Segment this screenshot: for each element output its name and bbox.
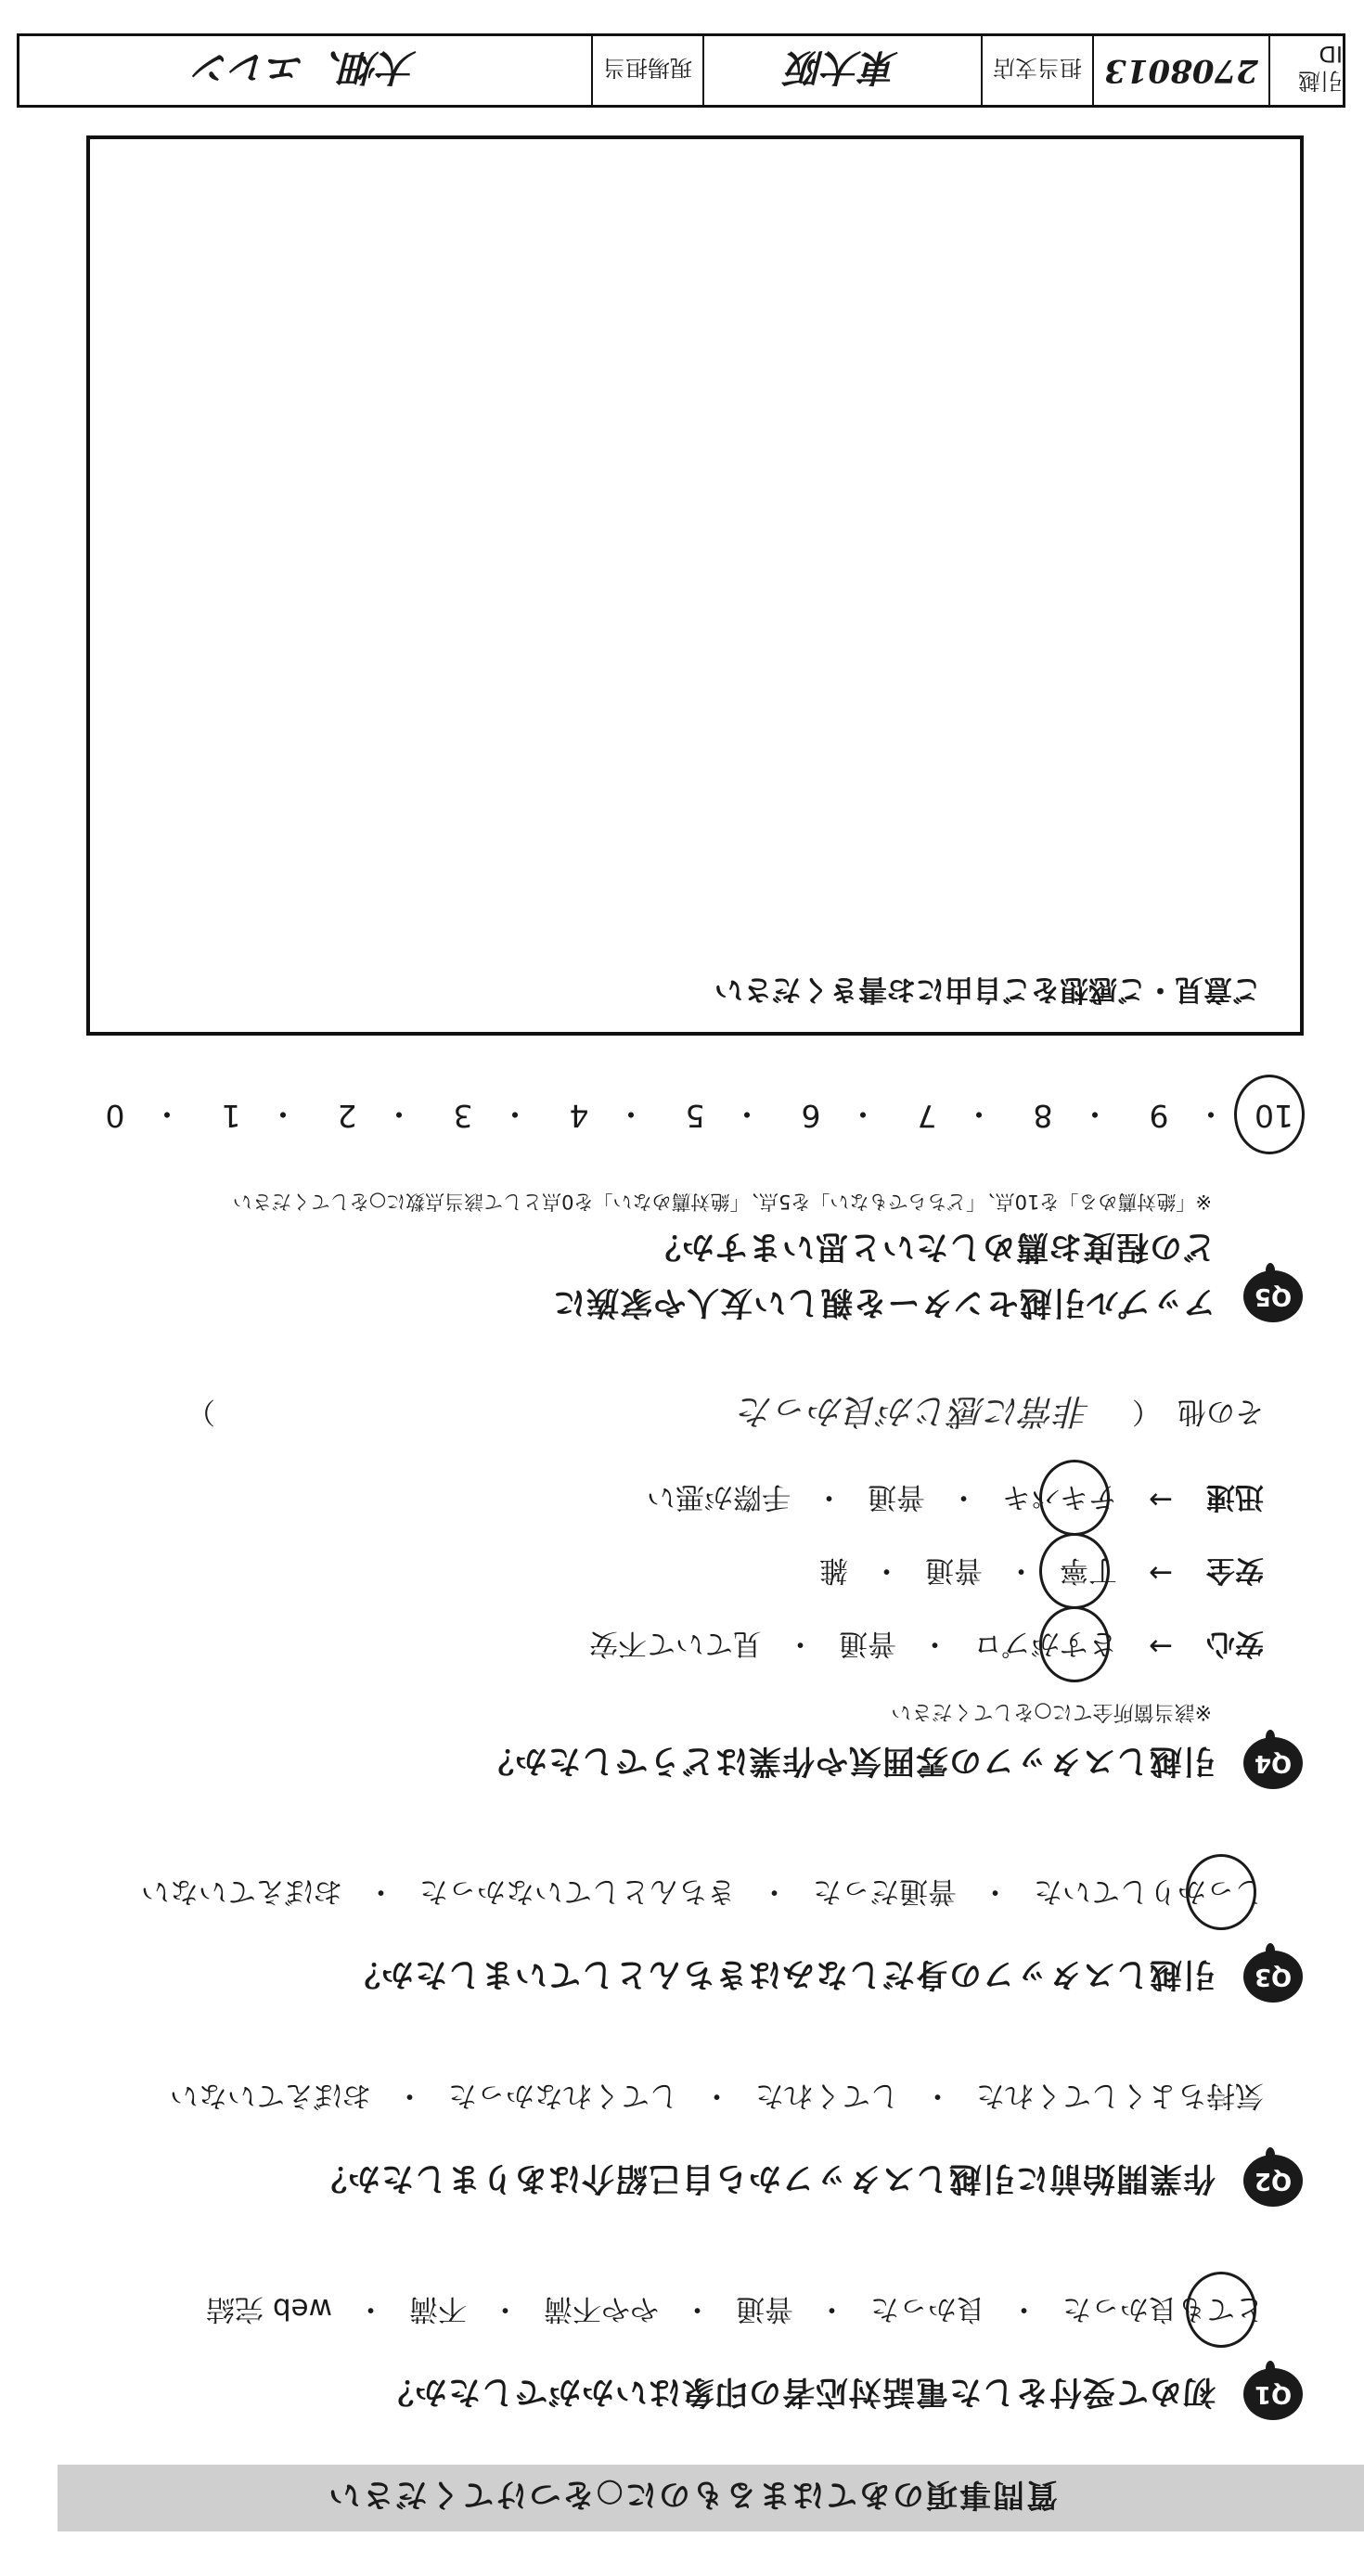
q5-score-1[interactable]: 1 bbox=[221, 1098, 241, 1134]
q5-score-2[interactable]: 2 bbox=[337, 1098, 357, 1134]
q1-option-2[interactable]: 良かった bbox=[870, 2292, 985, 2325]
q4-row-2-option-3[interactable]: 雑 bbox=[819, 1553, 849, 1587]
q1-option-1[interactable]: とても良かった bbox=[1062, 2291, 1264, 2333]
arrow-right-icon: → bbox=[1149, 1556, 1173, 1591]
q5-score-5[interactable]: 5 bbox=[685, 1098, 705, 1134]
q4-row-3-option-3[interactable]: 手際が悪い bbox=[647, 1480, 791, 1513]
move-id-value[interactable]: 2708013 bbox=[1092, 36, 1268, 105]
branch-value[interactable]: 東大阪 bbox=[702, 36, 981, 105]
q4-row-3-option-2[interactable]: 普通 bbox=[868, 1480, 926, 1513]
q2-option-1-label: 気持ちよくしてくれた bbox=[976, 2079, 1264, 2112]
q5-text-line-2: どの程度お薦めしたいと思いますか？ bbox=[647, 1228, 1216, 1265]
q4-row-2-option-2[interactable]: 普通 bbox=[925, 1553, 984, 1587]
q3-option-2[interactable]: 普通だった bbox=[813, 1874, 957, 1908]
q3-option-3[interactable]: きちんとしていなかった bbox=[419, 1874, 736, 1908]
q4-other bbox=[37, 1389, 1264, 1440]
arrow-right-icon: → bbox=[1149, 1629, 1173, 1664]
q2-badge: Q2 bbox=[1243, 2155, 1303, 2207]
q4-row-2-label: 安全 bbox=[1206, 1553, 1264, 1587]
q4-row-1-option-2[interactable]: 普通 bbox=[839, 1627, 897, 1660]
q1-badge: Q1 bbox=[1243, 2368, 1303, 2420]
q5-score-0[interactable]: 0 bbox=[105, 1098, 125, 1134]
q4-row-1-option-3[interactable]: 見ていて不安 bbox=[589, 1627, 763, 1660]
q4-row-anshin: 安心 → さすがプロ ・ 普通 ・ 見ていて不安 bbox=[37, 1626, 1264, 1668]
q4-text: 引越しスタッフの雰囲気や作業はどうでしたか？ bbox=[480, 1742, 1216, 1779]
footer-info-table bbox=[17, 33, 1345, 108]
question-1 bbox=[37, 2291, 1303, 2428]
q3-option-1[interactable]: しっかりしていた bbox=[1034, 1874, 1264, 1915]
q4-row-anzen: 安全 → 丁寧 ・ 普通 ・ 雑 bbox=[37, 1552, 1264, 1594]
q3-options: しっかりしていた ・ 普通だった ・ きちんとしていなかった ・ おぼえていない bbox=[37, 1874, 1264, 1915]
comment-box[interactable] bbox=[86, 135, 1304, 1036]
question-3 bbox=[37, 1874, 1303, 2010]
comment-prompt: ご意見・ご感想をご自由にお書きください bbox=[714, 972, 1261, 1006]
q4-row-1-label: 安心 bbox=[1206, 1627, 1264, 1660]
arrow-right-icon: → bbox=[1149, 1483, 1173, 1517]
q1-option-5[interactable]: 不満 bbox=[409, 2292, 467, 2325]
leader-value[interactable]: 大畑、エレン bbox=[194, 45, 417, 90]
q3-text: 引越しスタッフの身だしなみはきちんとしていましたか？ bbox=[346, 1955, 1216, 1992]
leader-label: 現場担当 bbox=[591, 36, 702, 105]
q1-option-4[interactable]: やや不満 bbox=[544, 2292, 659, 2325]
q4-other-label: その他 bbox=[1177, 1395, 1264, 1428]
q5-score-4[interactable]: 4 bbox=[569, 1098, 589, 1134]
q1-option-6[interactable]: web 完結 bbox=[206, 2292, 332, 2325]
q4-row-jinsoku: 迅速 → テキパキ ・ 普通 ・ 手際が悪い bbox=[37, 1479, 1264, 1521]
branch-label: 担当支店 bbox=[981, 36, 1092, 105]
instruction-text: 質問事項のあてはまるものに○をつけてください bbox=[327, 2476, 1058, 2514]
q1-text: 初めて受付をした電話対応者の印象はいかがでしたか？ bbox=[380, 2373, 1216, 2410]
q4-row-2-option-1[interactable]: 丁寧 bbox=[1060, 1552, 1117, 1594]
q4-badge: Q4 bbox=[1243, 1737, 1303, 1789]
q5-score-10[interactable]: 10 bbox=[1255, 1098, 1293, 1134]
q2-text: 作業開始前に引越しスタッフから自己紹介はありましたか？ bbox=[313, 2159, 1216, 2196]
question-2 bbox=[37, 2078, 1303, 2214]
question-5 bbox=[37, 1189, 1303, 1328]
q2-options: 気持ちよくしてくれた ・ してくれた ・ してくれなかった ・ おぼえていない bbox=[37, 2078, 1264, 2119]
q4-note: ※該当箇所全てに○をしてください bbox=[891, 1700, 1212, 1723]
q5-score-7[interactable]: 7 bbox=[917, 1098, 937, 1134]
instruction-band bbox=[58, 2465, 1364, 2531]
q3-option-4[interactable]: おぼえていない bbox=[141, 1874, 342, 1908]
q5-score-3[interactable]: 3 bbox=[453, 1098, 473, 1134]
q5-text-line-1: アップル引越センターを親しい友人や家族に bbox=[552, 1283, 1216, 1320]
q1-options: とても良かった ・ 良かった ・ 普通 ・ やや不満 ・ 不満 ・ web 完結 bbox=[37, 2291, 1264, 2333]
q4-row-1-option-1[interactable]: さすがプロ bbox=[973, 1626, 1117, 1668]
q2-option-1[interactable] bbox=[976, 2078, 1264, 2119]
q2-option-3[interactable]: してくれなかった bbox=[448, 2079, 678, 2112]
q5-badge: Q5 bbox=[1243, 1270, 1303, 1322]
q2-option-4[interactable]: おぼえていない bbox=[170, 2079, 371, 2112]
close-paren: ） bbox=[186, 1395, 215, 1428]
q4-other-handwritten[interactable]: 非常に感じが良かった bbox=[738, 1391, 1091, 1432]
move-id-label: 引越 ID bbox=[1268, 36, 1343, 105]
q5-scale: 10 ・ 9 ・ 8 ・ 7 ・ 6 ・ 5 ・ 4 ・ 3 ・ 2 ・ 1 ・ 0 bbox=[97, 1094, 1293, 1138]
open-paren: （ bbox=[1132, 1395, 1161, 1428]
q5-score-9[interactable]: 9 bbox=[1149, 1098, 1169, 1134]
q3-badge: Q3 bbox=[1243, 1951, 1303, 2003]
q4-row-3-option-1[interactable]: テキパキ bbox=[1002, 1479, 1117, 1521]
q5-score-8[interactable]: 8 bbox=[1033, 1098, 1053, 1134]
q5-note: ※「絶対薦める」を10点、「どちらでもない」を5点、「絶対薦めない」を0点として該当点数に○をしてください bbox=[232, 1191, 1212, 1213]
q1-option-3[interactable]: 普通 bbox=[736, 2292, 793, 2325]
q4-row-3-label: 迅速 bbox=[1206, 1480, 1264, 1513]
q5-score-6[interactable]: 6 bbox=[801, 1098, 821, 1134]
q2-option-2[interactable]: してくれた bbox=[755, 2079, 899, 2112]
question-4 bbox=[37, 1389, 1303, 1797]
